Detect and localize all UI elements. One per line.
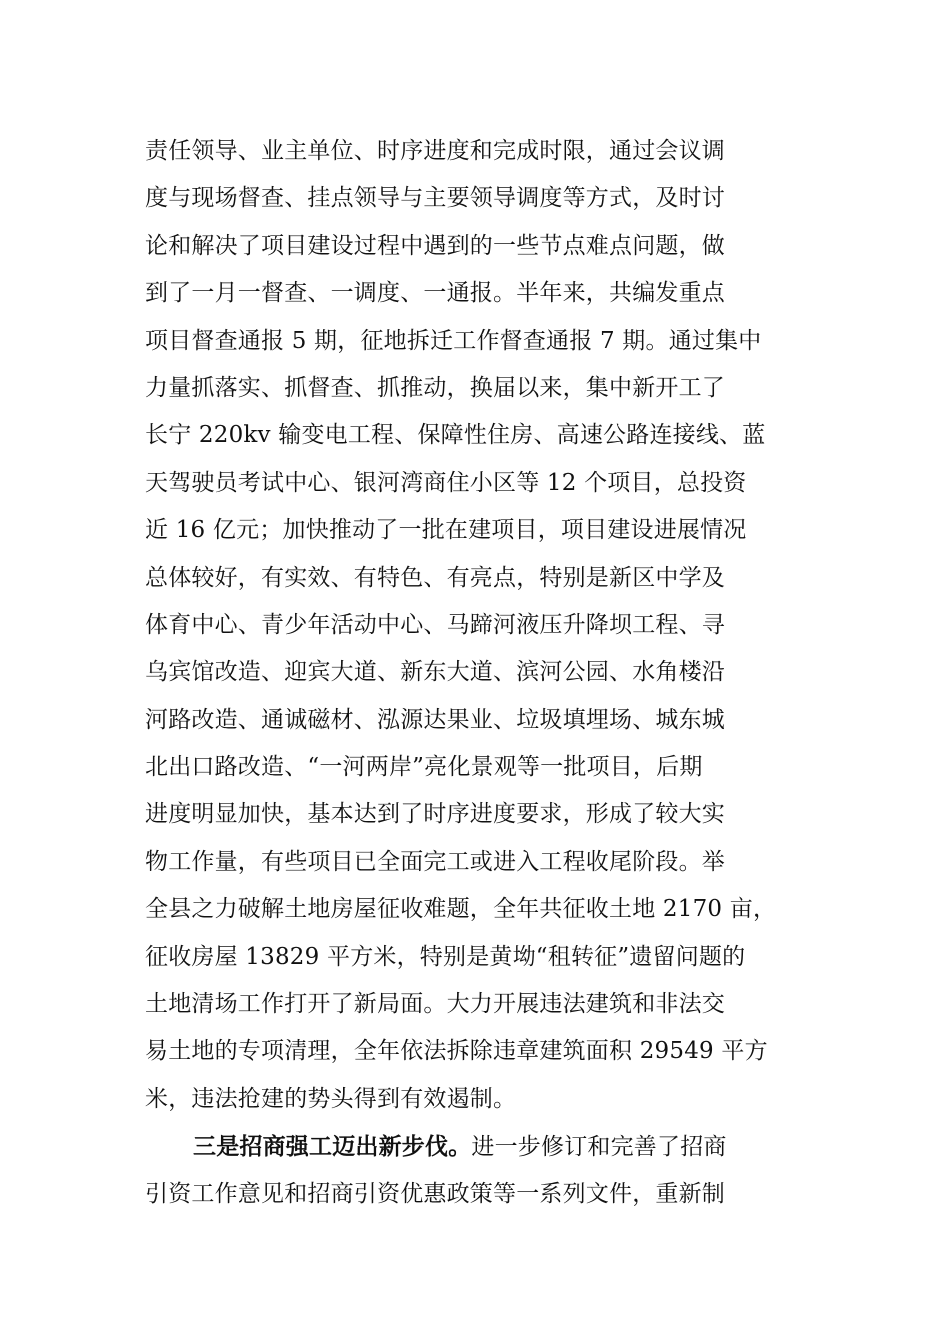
section-heading: 三是招商强工迈出新步伐。 <box>193 1133 472 1161</box>
paragraph-2 <box>145 1123 815 1218</box>
paragraph-1-line: 进度明显加快，基本达到了时序进度要求，形成了较大实 <box>145 801 725 828</box>
paragraph-1-line: 责任领导、业主单位、时序进度和完成时限，通过会议调 <box>145 138 725 164</box>
paragraph-1-line: 度与现场督查、挂点领导与主要领导调度等方式，及时讨 <box>145 185 725 212</box>
paragraph-2-text: 进一步修订和完善了招商 <box>471 1134 727 1161</box>
paragraph-1-line: 北出口路改造、“一河两岸”亮化景观等一批项目，后期 <box>145 754 703 781</box>
paragraph-1-line: 全县之力破解土地房屋征收难题，全年共征收土地 2170 亩， <box>145 896 777 923</box>
paragraph-2-line-2: 引资工作意见和招商引资优惠政策等一系列文件，重新制 <box>145 1180 725 1207</box>
paragraph-1-line: 体育中心、青少年活动中心、马蹄河液压升降坝工程、寻 <box>145 611 725 638</box>
paragraph-1-line: 土地清场工作打开了新局面。大力开展违法建筑和非法交 <box>145 991 725 1018</box>
paragraph-1-line: 米，违法抢建的势头得到有效遏制。 <box>145 1085 517 1112</box>
paragraph-1-line: 到了一月一督查、一调度、一通报。半年来，共编发重点 <box>145 280 725 307</box>
paragraph-1-line: 近 16 亿元；加快推动了一批在建项目，项目建设进展情况 <box>145 517 747 544</box>
paragraph-2-line-1 <box>145 1123 815 1170</box>
paragraph-1-line: 物工作量，有些项目已全面完工或进入工程收尾阶段。举 <box>145 848 725 875</box>
paragraph-1-line: 总体较好，有实效、有特色、有亮点，特别是新区中学及 <box>145 564 725 591</box>
body-text <box>145 128 815 1218</box>
paragraph-1-line: 力量抓落实、抓督查、抓推动，换届以来，集中新开工了 <box>145 374 725 401</box>
paragraph-1-line: 天驾驶员考试中心、银河湾商住小区等 12 个项目，总投资 <box>145 469 747 496</box>
paragraph-1-line: 项目督查通报 5 期，征地拆迁工作督查通报 7 期。通过集中 <box>145 327 762 354</box>
paragraph-1-line: 易土地的专项清理，全年依法拆除违章建筑面积 29549 平方 <box>145 1038 768 1065</box>
paragraph-1-line: 论和解决了项目建设过程中遇到的一些节点难点问题，做 <box>145 232 725 259</box>
paragraph-1-line: 乌宾馆改造、迎宾大道、新东大道、滨河公园、水角楼沿 <box>145 659 725 686</box>
paragraph-1 <box>145 128 815 1123</box>
paragraph-1-line: 征收房屋 13829 平方米，特别是黄坳“租转征”遗留问题的 <box>145 943 746 970</box>
paragraph-1-line: 长宁 220kv 输变电工程、保障性住房、高速公路连接线、蓝 <box>145 422 766 449</box>
paragraph-1-line: 河路改造、通诚磁材、泓源达果业、垃圾填埋场、城东城 <box>145 706 725 733</box>
